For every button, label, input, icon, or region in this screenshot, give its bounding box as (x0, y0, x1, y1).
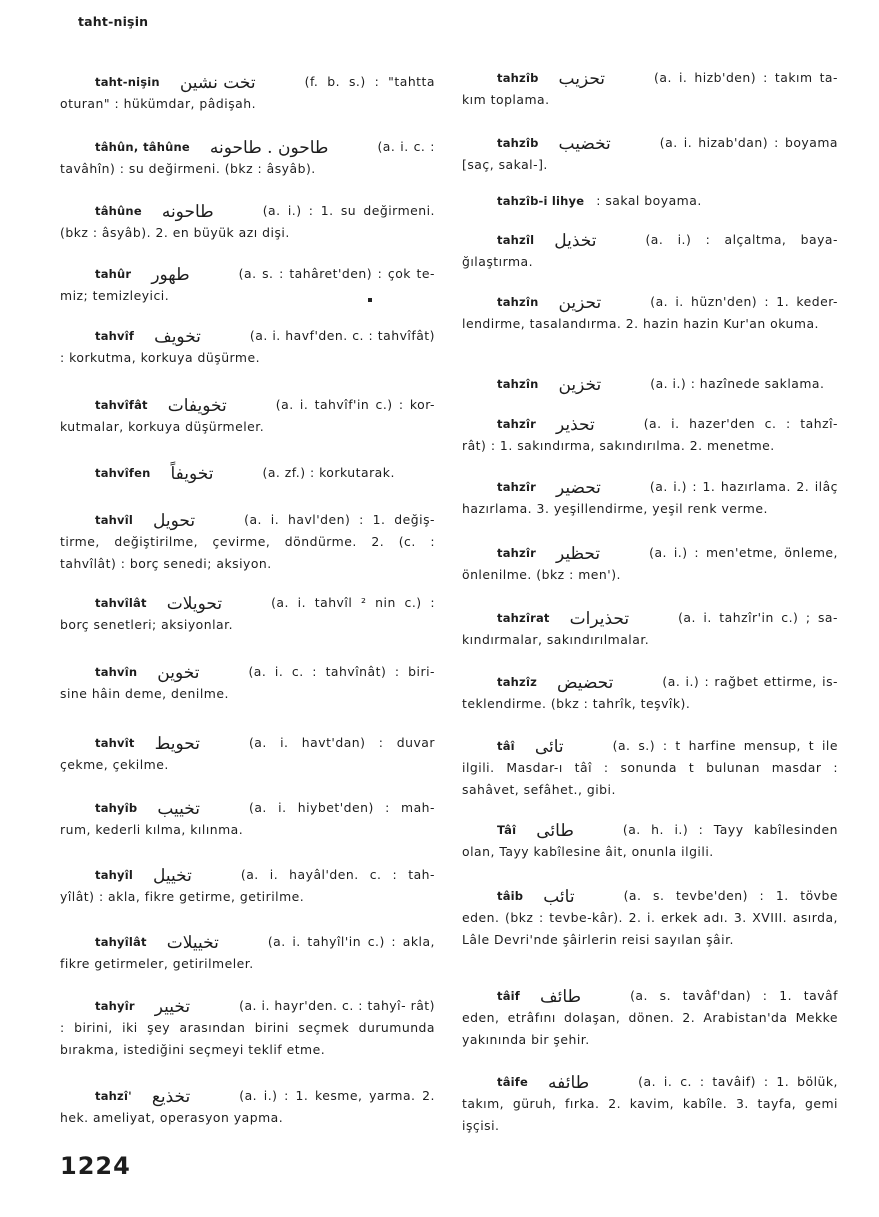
entry-definition: ilgili. Masdar-ı tâî : sonunda t bulunan masdar : sahâvet, sefâhet., gibi. (462, 760, 838, 797)
dictionary-entry (462, 541, 838, 586)
entry-grammar: (a. i.) : hazînede saklama. (650, 376, 825, 391)
entry-headword: tâî (497, 739, 515, 753)
dictionary-entry (60, 199, 435, 244)
entry-definition: tirme, değiştirilme, çevirme, döndürme. 2. (c. : tahvîlât) : borç senedi; aksiyon. (60, 534, 435, 571)
entry-grammar: (a. i. hayâl'den. c. : tah- (240, 867, 435, 882)
dictionary-entry (462, 734, 838, 801)
entry-arabic-script: تحظير (555, 544, 601, 564)
entry-grammar: (a. i.) : men'etme, önleme, (649, 545, 838, 560)
entry-definition: rum, kederli kılma, kılınma. (60, 822, 244, 837)
entry-headword: tâhûne (95, 204, 142, 218)
entry-definition: kım toplama. (462, 92, 550, 107)
dictionary-entry (60, 731, 435, 776)
entry-headword: tâib (497, 889, 524, 903)
dictionary-entry (462, 475, 838, 520)
dictionary-entry (60, 262, 435, 307)
entry-arabic-script: طهور (151, 265, 190, 285)
entry-headword: tahûr (95, 267, 132, 281)
entry-grammar: (f. b. s.) : "tahtta (304, 74, 435, 89)
entry-headword: tâhûn, tâhûne (95, 140, 190, 154)
dictionary-entry (60, 393, 435, 438)
entry-headword: tahzî' (95, 1089, 132, 1103)
entry-arabic-script: تخذيع (151, 1087, 191, 1107)
entry-arabic-script: تحضير (555, 478, 601, 498)
entry-arabic-script: تخويفات (167, 396, 227, 416)
entry-headword: Tâî (497, 823, 517, 837)
entry-definition: miz; temizleyici. (60, 288, 170, 303)
dictionary-entry (60, 135, 435, 180)
entry-definition: fikre getirmeler, getirilmeler. (60, 956, 254, 971)
dictionary-entry (60, 994, 435, 1061)
entry-arabic-script: تحويط (154, 734, 200, 754)
entry-grammar: (a. i. hizab'dan) : boyama (659, 135, 838, 150)
stray-mark (368, 298, 372, 302)
entry-definition: lendirme, tasalandırma. 2. hazin hazin Kur'an okuma. (462, 316, 819, 331)
entry-arabic-script: تحذيرات (569, 609, 630, 629)
entry-arabic-script: تخت نشين (179, 73, 256, 93)
entry-arabic-script: تخويفاً (170, 464, 214, 484)
entry-definition: rât) : birini, iki şey arasından birini seçmek durumunda bırakma, istediğini seçmeyi teklif etme. (60, 998, 435, 1057)
entry-definition: olan, Tayy kabîlesine âit, onunla ilgili. (462, 844, 714, 859)
dictionary-entry (462, 984, 838, 1051)
entry-headword: tahzîn (497, 295, 539, 309)
dictionary-entry (462, 1070, 838, 1137)
dictionary-entry (60, 591, 435, 636)
entry-headword: tahzîr (497, 480, 536, 494)
dictionary-entry (60, 70, 435, 115)
entry-headword: tahzîr (497, 417, 536, 431)
entry-headword: tahvîfen (95, 466, 151, 480)
entry-arabic-script: طائى (536, 821, 574, 841)
entry-definition: ilâç hazırlama. 3. yeşillendirme, yeşil renk verme. (462, 479, 838, 516)
entry-headword: taht-nişin (95, 75, 160, 89)
dictionary-entry (462, 66, 838, 111)
entry-arabic-script: تخييل (153, 866, 192, 886)
entry-grammar: (a. i. hayr'den. c. : tahyî- (239, 998, 407, 1013)
entry-arabic-script: تخوين (157, 663, 200, 683)
entry-headword: tahvîfât (95, 398, 148, 412)
entry-headword: tahvîn (95, 665, 138, 679)
entry-grammar: (a. i. havt'dan) : duvar (248, 735, 435, 750)
entry-arabic-script: تحزين (558, 293, 602, 313)
entry-definition: korkutma, korkuya düşürme. (69, 350, 261, 365)
entry-definition: teklendirme. (bkz : tahrîk, teşvîk). (462, 696, 691, 711)
entry-headword: tâife (497, 1075, 529, 1089)
entry-grammar: (a. i. c. : (377, 139, 435, 154)
dictionary-entry (462, 131, 838, 176)
entry-arabic-script: تخيير (154, 997, 191, 1017)
entry-grammar: (a. i.) : 1. kesme, yarma. 2. (239, 1088, 435, 1103)
entry-grammar: (a. i. tahyîl'in c.) : akla, (267, 934, 435, 949)
entry-grammar: (a. i. c. : tavâif) : 1. bölük, (638, 1074, 838, 1089)
entry-grammar: (a. s.) : t harfine mensup, t ile (612, 738, 838, 753)
entry-headword: tahzîz (497, 675, 537, 689)
entry-definition: oturan" : hükümdar, pâdişah. (60, 96, 257, 111)
entry-arabic-script: تائى (534, 737, 564, 757)
entry-headword: tahzîr (497, 546, 536, 560)
entry-headword: tahzîrat (497, 611, 550, 625)
entry-grammar: (a. i. hiybet'den) : mah- (249, 800, 435, 815)
entry-definition: kutmalar, korkuya düşürmeler. (60, 419, 265, 434)
entry-arabic-script: تحزيب (558, 69, 606, 89)
entry-grammar: (a. i.) : 1. hazırlama. 2. (649, 479, 810, 494)
entry-grammar: (a. i. tahzîr'in c.) ; sa- (678, 610, 838, 625)
entry-definition: eden. (bkz : tevbe-kâr). 2. i. erkek adı. 3. XVIII. asırda, Lâle Devri'nde şâirlerin reisi sayılan şâir. (462, 910, 838, 947)
entry-headword: tahzîb (497, 136, 539, 150)
entry-headword: tâif (497, 989, 521, 1003)
running-header: taht-nişin (78, 14, 149, 29)
entry-headword: tahvîlât (95, 596, 147, 610)
entry-grammar: (a. i.) : alçaltma, baya- (645, 232, 838, 247)
dictionary-entry (60, 461, 435, 484)
entry-headword: tahzîb-i lihye (497, 194, 585, 208)
entry-headword: tahzîb (497, 71, 539, 85)
entry-grammar: (a. h. i.) : Tayy kabîlesinden (622, 822, 838, 837)
dictionary-entry (60, 324, 435, 369)
dictionary-entry (462, 818, 838, 863)
entry-arabic-script: طائفه (548, 1073, 590, 1093)
dictionary-entry (462, 372, 838, 395)
entry-grammar: (a. i. c. : tahvînât) : biri- (248, 664, 435, 679)
entry-grammar: (a. i. tahvîl ² nin c.) : (271, 595, 435, 610)
entry-arabic-script: تخييلات (166, 933, 219, 953)
entry-grammar: (a. i. havl'den) : 1. değiş- (244, 512, 435, 527)
entry-grammar: (a. i. hizb'den) : takım ta- (654, 70, 838, 85)
entry-definition: rât) : 1. sakındırma, sakındırılma. 2. menetme. (462, 438, 775, 453)
dictionary-entry (462, 412, 838, 457)
entry-grammar: (a. s. tavâf'dan) : 1. tavâf eden, (462, 988, 838, 1025)
dictionary-entry (462, 884, 838, 951)
entry-headword: tahvîl (95, 513, 134, 527)
dictionary-entry (60, 660, 435, 705)
entry-headword: tahzîn (497, 377, 539, 391)
entry-grammar: (a. i. hüzn'den) : 1. keder- (650, 294, 838, 309)
entry-grammar: (a. i. hazer'den c. : tahzî- (643, 416, 838, 431)
dictionary-entry (462, 670, 838, 715)
entry-headword: tahyîb (95, 801, 138, 815)
entry-arabic-script: تحويلات (166, 594, 223, 614)
entry-definition: borç senetleri; aksiyonlar. (60, 617, 234, 632)
entry-arabic-script: تخويف (154, 327, 201, 347)
entry-headword: tahyîr (95, 999, 135, 1013)
entry-arabic-script: طاحون . طاحونه (209, 138, 329, 158)
entry-headword: tahyîlât (95, 935, 147, 949)
entry-definition: kındırmalar, sakındırılmalar. (462, 632, 650, 647)
entry-definition: tavâhîn) : su değirmeni. (bkz : âsyâb). (60, 161, 316, 176)
entry-grammar: : sakal boyama. (596, 193, 702, 208)
entry-definition: hek. ameliyat, operasyon yapma. (60, 1110, 284, 1125)
entry-grammar: (a. i. havf'den. c. : tahvîfât) : (60, 328, 435, 365)
entry-definition: (bkz : âsyâb). 2. en büyük azı dişi. (60, 225, 290, 240)
entry-definition: takım, güruh, fırka. 2. kavim, kabîle. 3. tayfa, gemi işçisi. (462, 1096, 838, 1133)
entry-arabic-script: تخييب (157, 799, 200, 819)
entry-headword: tahyîl (95, 868, 134, 882)
entry-arabic-script: تحويل (153, 511, 196, 531)
entry-definition: ğılaştırma. (462, 254, 534, 269)
entry-arabic-script: طائف (540, 987, 582, 1007)
entry-headword: tahvît (95, 736, 135, 750)
dictionary-entry (60, 508, 435, 575)
dictionary-entry (60, 930, 435, 975)
entry-arabic-script: تخذيل (554, 231, 597, 251)
entry-definition: önlenilme. (bkz : men'). (462, 567, 621, 582)
entry-definition: sine hâin deme, denilme. (60, 686, 229, 701)
entry-arabic-script: تخزين (558, 375, 602, 395)
dictionary-entry (462, 190, 838, 212)
entry-headword: tahzîl (497, 233, 535, 247)
dictionary-entry (60, 796, 435, 841)
dictionary-entry (462, 606, 838, 651)
entry-arabic-script: تحضيض (556, 673, 614, 693)
dictionary-entry (462, 290, 838, 335)
entry-grammar: (a. s. tevbe'den) : 1. tövbe (623, 888, 838, 903)
dictionary-entry (462, 228, 838, 273)
entry-grammar: (a. zf.) : korkutarak. (262, 465, 395, 480)
page-number: 1224 (60, 1152, 131, 1180)
entry-arabic-script: تحذير (555, 415, 595, 435)
entry-grammar: (a. s. : tahâret'den) : çok te- (238, 266, 435, 281)
entry-arabic-script: طاحونه (161, 202, 214, 222)
entry-definition: [saç, sakal-]. (462, 157, 548, 172)
dictionary-entry (60, 1084, 435, 1129)
entry-headword: tahvîf (95, 329, 135, 343)
entry-definition: etrâfını dolaşan, dönen. 2. Arabistan'da Mekke yakınında bir şehir. (462, 1010, 838, 1047)
entry-definition: çekme, çekilme. (60, 757, 169, 772)
entry-arabic-script: تائب (543, 887, 575, 907)
entry-definition: yîlât) : akla, fikre getirme, getirilme. (60, 889, 305, 904)
entry-grammar: (a. i.) : 1. su değirmeni. (262, 203, 435, 218)
dictionary-entry (60, 863, 435, 908)
entry-grammar: (a. i.) : rağbet ettirme, is- (662, 674, 838, 689)
entry-grammar: (a. i. tahvîf'in c.) : kor- (275, 397, 435, 412)
entry-arabic-script: تخضيب (558, 134, 611, 154)
